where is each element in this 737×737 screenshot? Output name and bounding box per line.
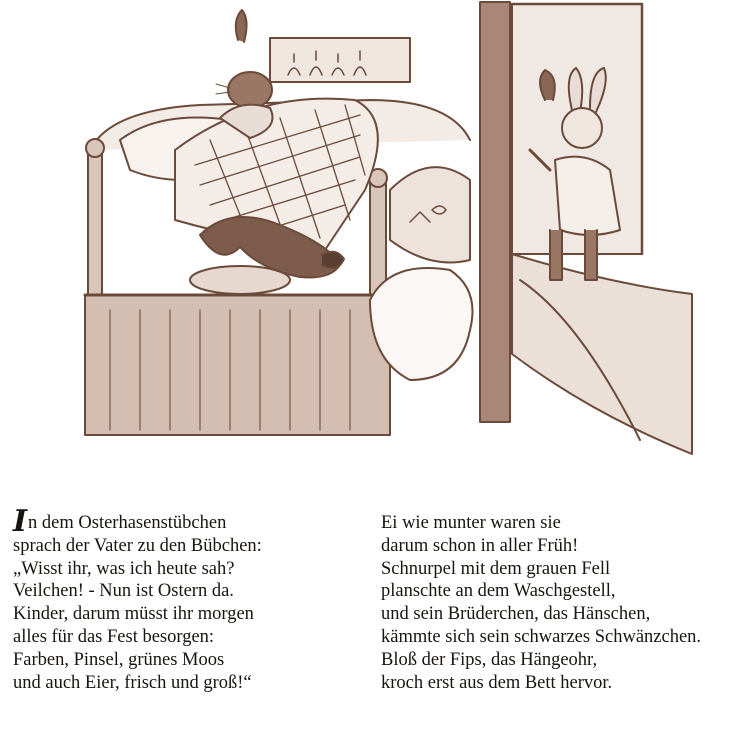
wall-picture — [270, 38, 410, 82]
verse-line — [13, 504, 353, 539]
verse-line: alles für das Fest besorgen: — [13, 626, 215, 647]
verse-line-text: n dem Osterhasenstübchen — [28, 513, 227, 533]
verse-stanza-left — [13, 504, 353, 694]
verse-line: kämmte sich sein schwarzes Schwänzchen. — [381, 626, 702, 647]
verse-line: „Wisst ihr, was ich heute sah? — [13, 558, 235, 579]
verse-line: planschte an dem Waschgestell, — [381, 581, 616, 602]
verse-line: Veilchen! - Nun ist Ostern da. — [13, 581, 234, 602]
drop-cap-initial: I — [13, 504, 28, 539]
verse-line: Kinder, darum müsst ihr morgen — [13, 604, 254, 625]
verse-line: Farben, Pinsel, grünes Moos — [13, 649, 225, 670]
verse-stanza-right — [381, 512, 733, 694]
verse-line: kroch erst aus dem Bett hervor. — [381, 672, 613, 693]
verse-line: Bloß der Fips, das Hängeohr, — [381, 649, 598, 670]
verse-line: und sein Brüderchen, das Hänschen, — [381, 604, 651, 625]
verse-line: Ei wie munter waren sie — [381, 513, 561, 533]
verse-line: darum schon in aller Früh! — [381, 535, 579, 556]
verse-line: Schnurpel mit dem grauen Fell — [381, 558, 611, 579]
verse-line: und auch Eier, frisch und groß!“ — [13, 672, 252, 693]
bunny-in-bed — [216, 10, 273, 138]
verse-line: sprach der Vater zu den Bübchen: — [13, 535, 262, 556]
bunny-family-bedroom-illustration — [60, 0, 700, 480]
